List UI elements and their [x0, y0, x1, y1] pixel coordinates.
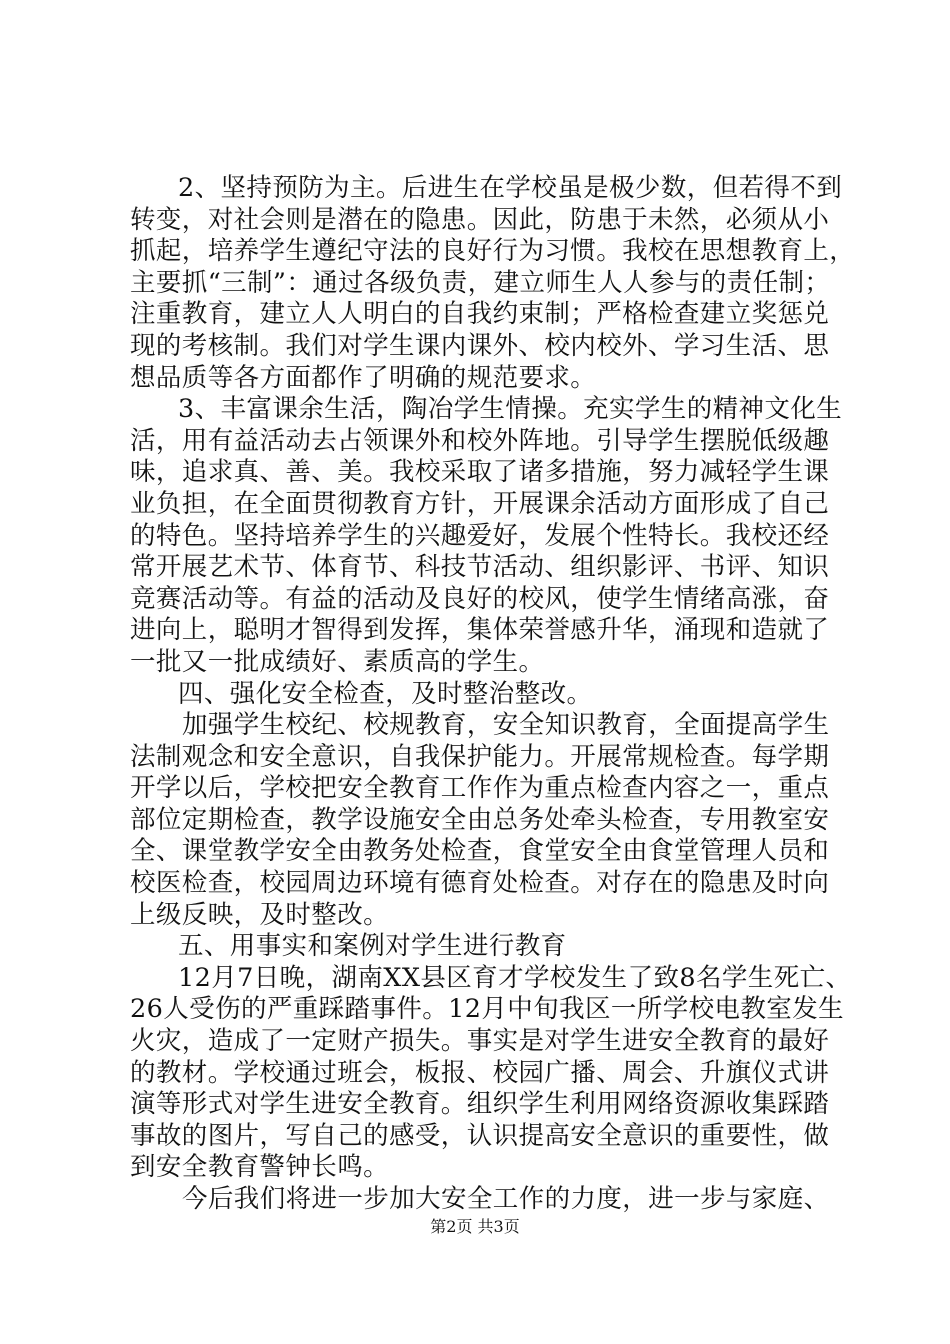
paragraph-line: 常开展艺术节、体育节、科技节活动、组织影评、书评、知识: [130, 552, 830, 583]
paragraph-line: 的特色。坚持培养学生的兴趣爱好，发展个性特长。我校还经: [130, 520, 830, 551]
paragraph-line: 想品质等各方面都作了明确的规范要求。: [130, 362, 597, 393]
paragraph-line: 业负担，在全面贯彻教育方针，开展课余活动方面形成了自己: [130, 488, 830, 519]
document-body: [130, 173, 856, 1216]
paragraph-line: 开学以后，学校把安全教育工作作为重点检查内容之一，重点: [130, 773, 830, 804]
paragraph-line: 的教材。学校通过班会，板报、校园广播、周会、升旗仪式讲: [130, 1057, 830, 1088]
paragraph-line: 26人受伤的严重踩踏事件。12月中旬我区一所学校电教室发生: [130, 994, 844, 1025]
paragraph-line: 活，用有益活动去占领课外和校外阵地。引导学生摆脱低级趣: [130, 425, 830, 456]
paragraph-line: 上级反映，及时整改。: [130, 899, 390, 930]
paragraph-line: 2、坚持预防为主。后进生在学校虽是极少数，但若得不到: [178, 173, 843, 203]
paragraph-line: 加强学生校纪、校规教育，安全知识教育，全面提高学生: [182, 710, 830, 741]
paragraph-line: 一批又一批成绩好、素质高的学生。: [130, 646, 545, 677]
paragraph-line: 3、丰富课余生活，陶冶学生情操。充实学生的精神文化生: [178, 394, 843, 425]
paragraph-line: 部位定期检查，教学设施安全由总务处牵头检查，专用教室安: [130, 804, 830, 835]
paragraph-line: 竞赛活动等。有益的活动及良好的校风，使学生情绪高涨，奋: [130, 583, 830, 614]
paragraph-line: 味，追求真、善、美。我校采取了诸多措施，努力减轻学生课: [130, 457, 830, 488]
paragraph-line: 抓起，培养学生遵纪守法的良好行为习惯。我校在思想教育上，: [130, 236, 856, 267]
paragraph-line: 今后我们将进一步加大安全工作的力度，进一步与家庭、: [182, 1184, 830, 1214]
paragraph-line: 转变，对社会则是潜在的隐患。因此，防患于未然，必须从小: [130, 204, 830, 235]
page-number-footer: 第2页 共3页: [430, 1217, 520, 1236]
section-heading: 五、用事实和案例对学生进行教育: [178, 931, 567, 962]
paragraph-line: 到安全教育警钟长鸣。: [130, 1152, 390, 1183]
paragraph-line: 主要抓“三制”：通过各级负责，建立师生人人参与的责任制；: [130, 267, 831, 298]
paragraph-line: 事故的图片，写自己的感受，认识提高安全意识的重要性，做: [130, 1120, 830, 1151]
section-heading: 四、强化安全检查，及时整治整改。: [178, 678, 593, 709]
paragraph-line: 现的考核制。我们对学生课内课外、校内校外、学习生活、思: [130, 330, 830, 361]
paragraph-line: 演等形式对学生进安全教育。组织学生利用网络资源收集踩踏: [130, 1089, 830, 1120]
paragraph-line: 12月7日晚，湖南XX县区育才学校发生了致8名学生死亡、: [178, 962, 852, 993]
paragraph-line: 进向上，聪明才智得到发挥，集体荣誉感升华，涌现和造就了: [130, 615, 830, 646]
paragraph-line: 全、课堂教学安全由教务处检查，食堂安全由食堂管理人员和: [130, 836, 830, 867]
paragraph-line: 注重教育，建立人人明白的自我约束制；严格检查建立奖惩兑: [130, 299, 830, 330]
paragraph-line: 火灾，造成了一定财产损失。事实是对学生进安全教育的最好: [130, 1026, 830, 1057]
paragraph-line: 法制观念和安全意识，自我保护能力。开展常规检查。每学期: [130, 741, 830, 772]
paragraph-line: 校医检查，校园周边环境有德育处检查。对存在的隐患及时向: [130, 868, 830, 899]
